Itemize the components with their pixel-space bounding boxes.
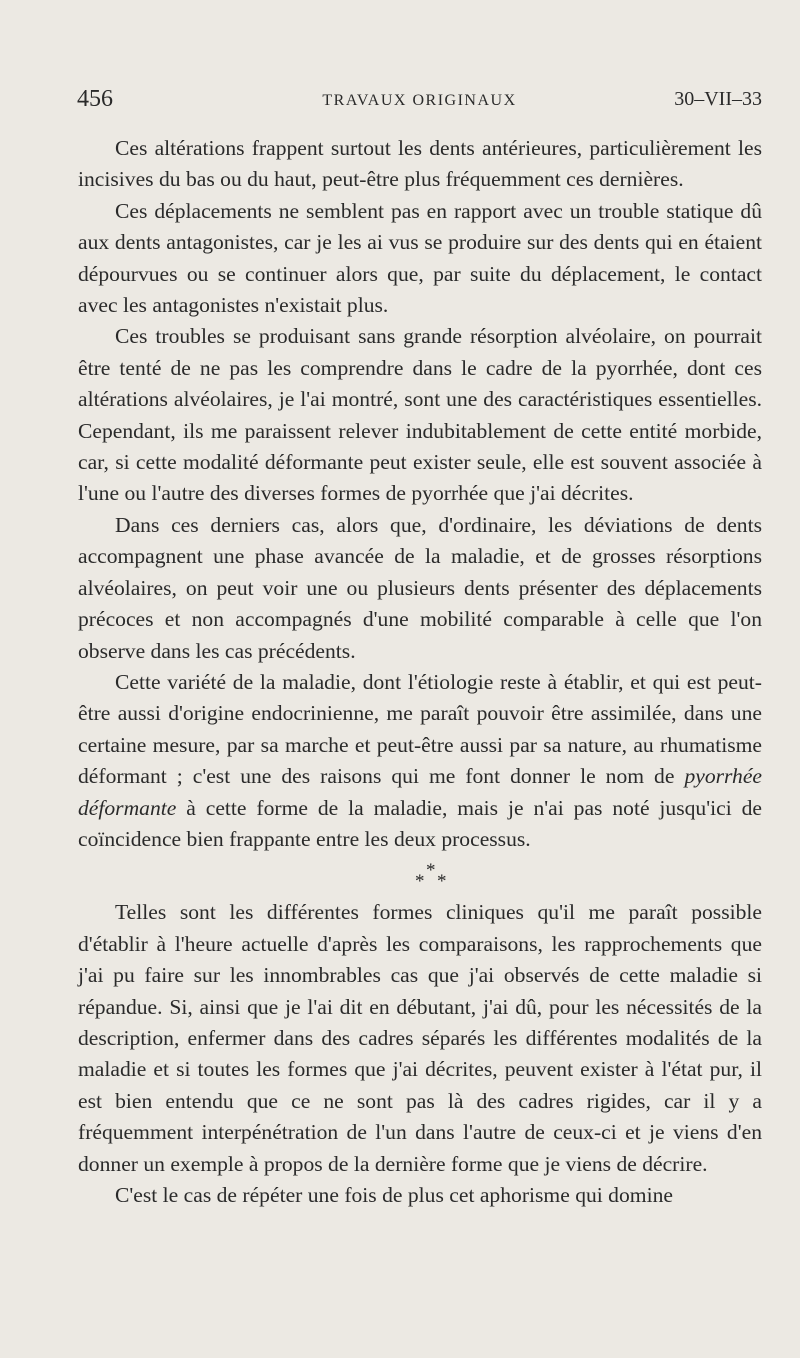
section-asterism	[78, 855, 762, 897]
asterism-star: *	[426, 860, 436, 882]
paragraph	[78, 667, 762, 855]
paragraph-text: Cette variété de la maladie, dont l'étiologie reste à établir, et qui est peut-être aussi d'origine endocrinienne, me paraît pouvoir être assimilée, dans une certaine mesure, par sa marche et peut-être aussi par sa nature, au rhumatisme déformant ; c'est une des raisons qui me font donner le nom de	[78, 669, 762, 789]
paragraph: C'est le cas de répéter une fois de plus cet aphorisme qui domine	[115, 1183, 673, 1207]
page-number: 456	[77, 86, 113, 112]
asterism-star: *	[437, 871, 447, 893]
asterism-star: *	[415, 871, 425, 893]
running-title: TRAVAUX ORIGINAUX	[322, 92, 517, 109]
paragraph-text: à cette forme de la maladie, mais je n'ai pas noté jusqu'ici de coïncidence bien frappante entre les deux processus.	[78, 795, 762, 851]
paragraph: Ces déplacements ne semblent pas en rapport avec un trouble statique dû aux dents antagonistes, car je les ai vus se produire sur des dents qui en étaient dépourvues ou se continuer alors que, par suite du déplacement, le contact avec les antagonistes n'existait plus.	[78, 198, 762, 318]
paragraph: Dans ces derniers cas, alors que, d'ordinaire, les déviations de dents accompagnent une phase avancée de la maladie, et de grosses résorptions alvéolaires, on peut voir une ou plusieurs dents présenter des déplacements précoces et non accompagnés d'une mobilité comparable à celle que l'on observe dans les cas précédents.	[78, 512, 762, 663]
emphasized-term: pyorrhée déformante	[78, 764, 762, 820]
paragraph: Ces troubles se produisant sans grande résorption alvéolaire, on pourrait être tenté de ne pas les comprendre dans le cadre de la pyorrhée, dont ces altérations alvéolaires, je l'ai montré, sont une des caractéristiques essentielles. Cependant, ils me paraissent relever indubitablement de cette entité morbide, car, si cette modalité déformante peut exister seule, elle est souvent associée à l'une ou l'autre des diverses formes de pyorrhée que j'ai décrites.	[78, 324, 762, 506]
page-header	[77, 86, 762, 116]
issue-date: 30–VII–33	[674, 88, 762, 110]
paragraph: Ces altérations frappent surtout les dents antérieures, particulièrement les incisives du bas ou du haut, peut-être plus fréquemment ces dernières.	[78, 136, 762, 192]
paragraph: Telles sont les différentes formes cliniques qu'il me paraît possible d'établir à l'heure actuelle d'après les comparaisons, les rapprochements que j'ai pu faire sur les innombrables cas que j'ai observés de cette maladie si répandue. Si, ainsi que je l'ai dit en débutant, j'ai dû, pour les nécessités de la description, enfermer dans des cadres séparés les différentes modalités de la maladie et si toutes les formes que j'ai décrites, peuvent exister à l'état pur, il est bien entendu que ce ne sont pas là des cadres rigides, car il y a fréquemment interpénétration de l'un dans l'autre de ceux-ci et je viens d'en donner un exemple à propos de la dernière forme que je viens de décrire.	[78, 900, 762, 1176]
body-text	[78, 133, 762, 1211]
